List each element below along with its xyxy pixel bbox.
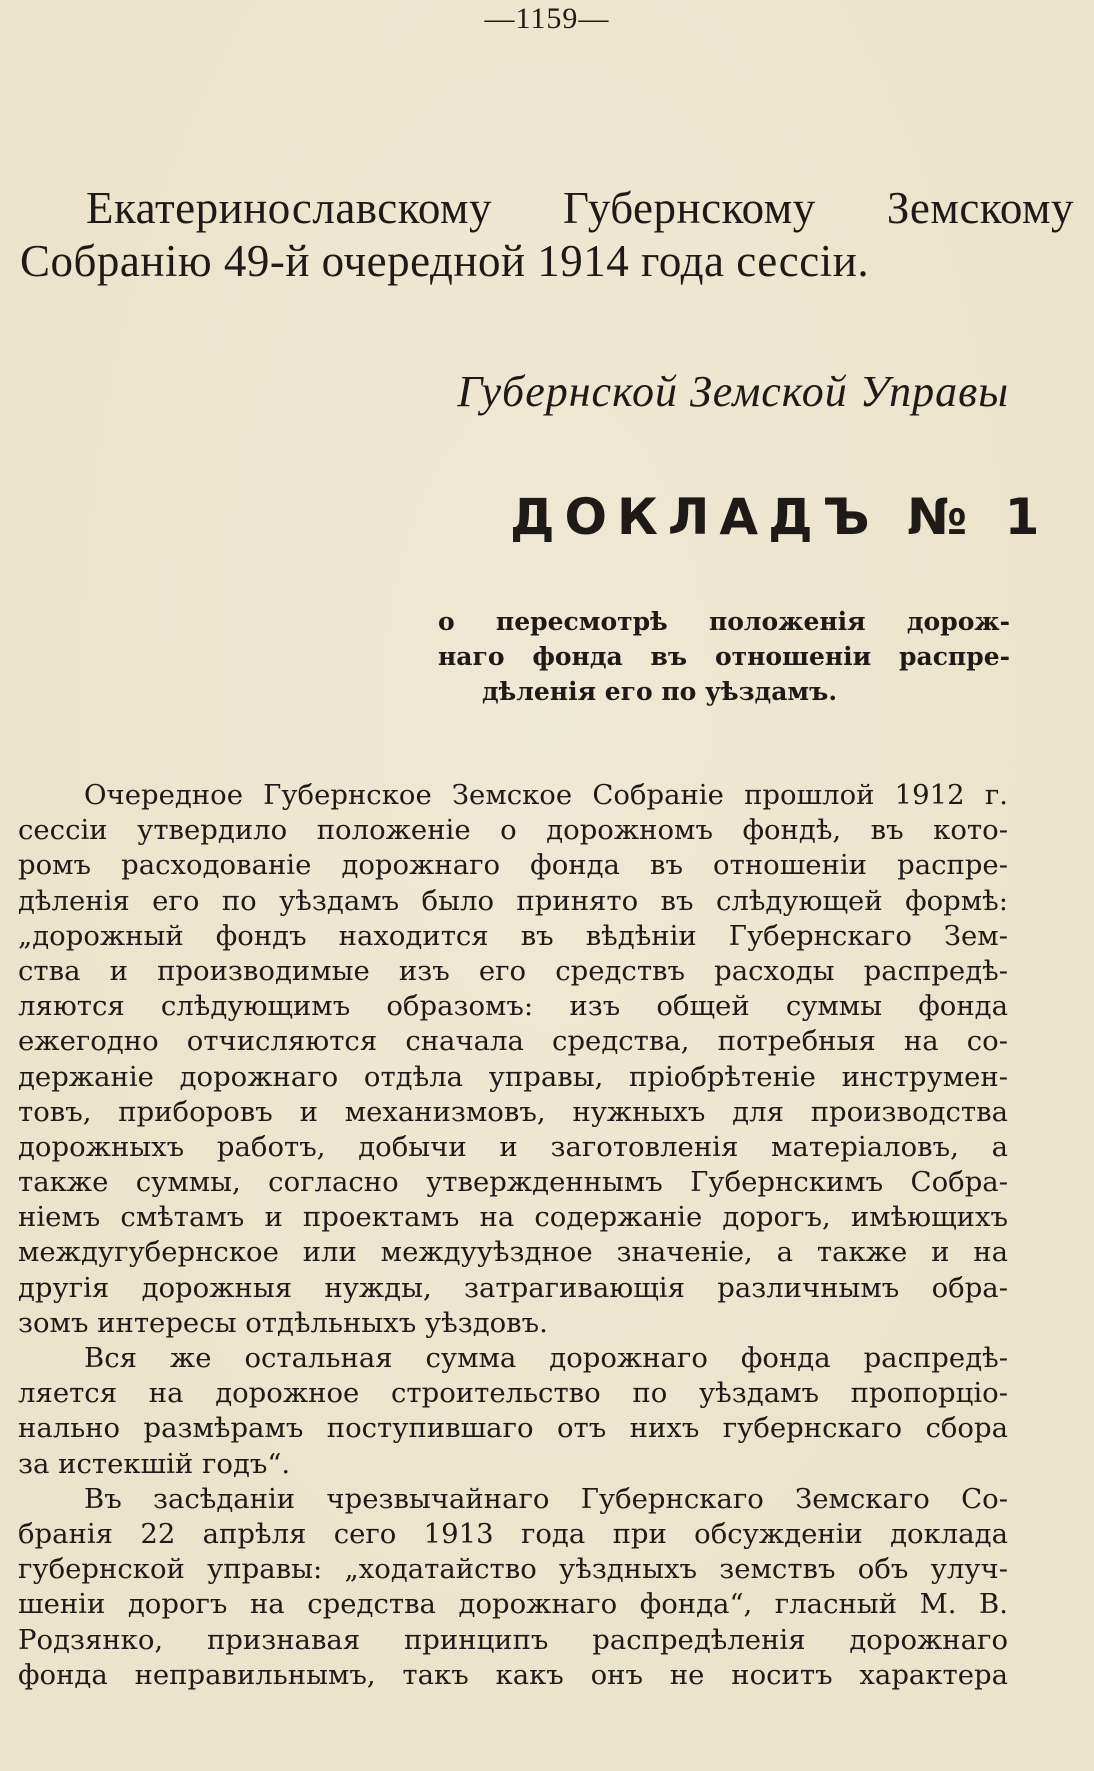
subject-line-3: дѣленія его по уѣздамъ. <box>482 677 838 706</box>
text-line: ніемъ смѣтамъ и проектамъ на содержаніе дорогъ, имѣющихъ <box>18 1201 1008 1234</box>
text-line: „дорожный фондъ находится въ вѣдѣніи Губернскаго Зем- <box>18 919 1008 952</box>
text-line: шеніи дорогъ на средства дорожнаго фонда“, гласный М. В. <box>18 1588 1008 1621</box>
title-line-2: Собранію 49-й очередной 1914 года сессіи. <box>20 236 870 286</box>
text-line: междугубернское или междууѣздное значеніе, а также и на <box>18 1236 1008 1269</box>
paragraph-2 <box>18 1341 1008 1482</box>
report-subject <box>438 604 1010 709</box>
text-line: дѣленія его по уѣздамъ было принято въ слѣдующей формѣ: <box>18 884 1008 917</box>
report-heading: ДОКЛАДЪ № 1 <box>510 488 1050 546</box>
page-number: —1159— <box>484 2 610 35</box>
text-line: сессіи утвердило положеніе о дорожномъ фондѣ, въ кото- <box>18 814 1008 847</box>
text-line: Въ засѣданіи чрезвычайнаго Губернскаго Земскаго Со- <box>84 1482 1008 1515</box>
text-line: держаніе дорожнаго отдѣла управы, пріобрѣтеніе инструмен- <box>18 1060 1008 1093</box>
text-line: зомъ интересы отдѣльныхъ уѣздовъ. <box>18 1306 548 1339</box>
text-line: ляются слѣдующимъ образомъ: изъ общей суммы фонда <box>18 990 1008 1023</box>
subject-line-1: о пересмотрѣ положенія дорож- <box>438 607 1010 636</box>
text-line: за истекшій годъ“. <box>18 1447 291 1480</box>
paragraph-3 <box>18 1482 1008 1693</box>
text-line: ежегодно отчисляются сначала средства, потребныя на со- <box>18 1025 1008 1058</box>
text-line: губернской управы: „ходатайство уѣздныхъ земствъ объ улуч- <box>18 1553 1008 1586</box>
text-line: также суммы, согласно утвержденнымъ Губернскимъ Собра- <box>18 1166 1008 1199</box>
text-line: фонда неправильнымъ, такъ какъ онъ не носитъ характера <box>18 1658 1008 1691</box>
text-line: бранія 22 апрѣля сего 1913 года при обсужденіи доклада <box>18 1517 1008 1550</box>
body-text <box>18 778 1008 1693</box>
paragraph-1 <box>18 778 1008 1341</box>
document-title <box>20 182 1074 288</box>
text-line: дорожныхъ работъ, добычи и заготовленія матеріаловъ, а <box>18 1130 1008 1163</box>
issuer-line: Губернской Земской Управы <box>457 367 1009 416</box>
subject-line-2: наго фонда въ отношеніи распре- <box>438 642 1010 671</box>
title-line-1: Екатеринославскому Губернскому Земскому <box>86 183 1074 233</box>
text-line: товъ, приборовъ и механизмовъ, нужныхъ для производства <box>18 1095 1008 1128</box>
text-line: ромъ расходованіе дорожнаго фонда въ отношеніи распре- <box>18 849 1008 882</box>
text-line: Вся же остальная сумма дорожнаго фонда распредѣ- <box>84 1342 1008 1374</box>
text-line: ляется на дорожное строительство по уѣздамъ пропорціо- <box>18 1377 1008 1410</box>
text-line: ства и производимые изъ его средствъ расходы распредѣ- <box>18 954 1008 987</box>
text-line: Родзянко, признавая принципъ распредѣленія дорожнаго <box>18 1623 1008 1656</box>
text-line: другія дорожныя нужды, затрагивающія различнымъ обра- <box>18 1271 1008 1304</box>
text-line: Очередное Губернское Земское Собраніе прошлой 1912 г. <box>84 779 1008 811</box>
text-line: нально размѣрамъ поступившаго отъ нихъ губернскаго сбора <box>18 1412 1008 1445</box>
